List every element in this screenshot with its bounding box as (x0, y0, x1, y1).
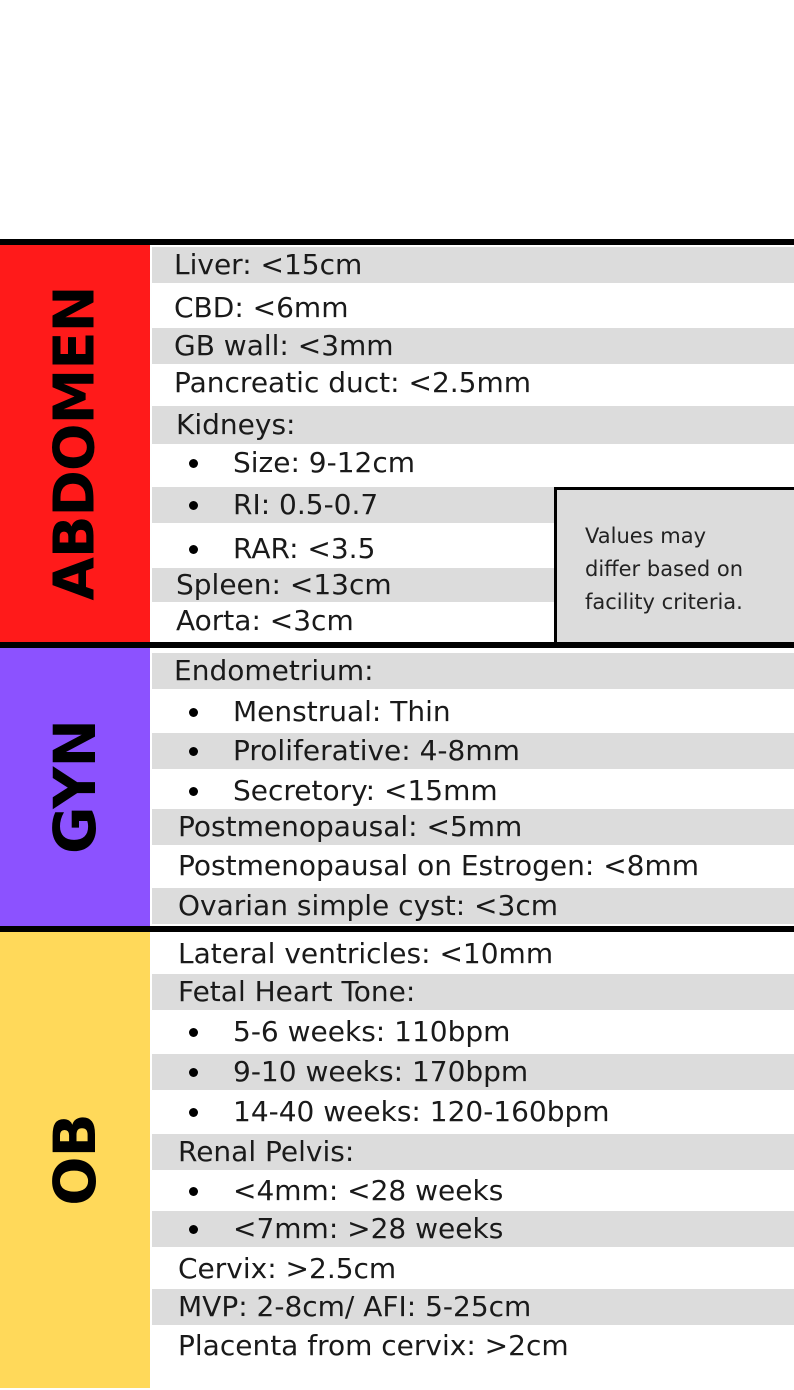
list-item: Renal Pelvis: (152, 1134, 794, 1170)
list-item: Postmenopausal on Estrogen: <8mm (178, 849, 700, 882)
list-item: Liver: <15cm (152, 247, 794, 283)
section-label-abdomen (0, 245, 150, 642)
list-item: Pancreatic duct: <2.5mm (174, 366, 532, 399)
list-item: 5-6 weeks: 110bpm (152, 1012, 794, 1052)
list-item: Endometrium: (152, 653, 794, 689)
note-line: Values may (585, 524, 707, 548)
list-item: RAR: <3.5 (152, 530, 554, 568)
section-label-ob (0, 932, 150, 1388)
list-item: Lateral ventricles: <10mm (178, 937, 554, 970)
list-item: Proliferative: 4-8mm (152, 733, 794, 769)
list-item: Postmenopausal: <5mm (152, 809, 794, 845)
list-item: Spleen: <13cm (152, 568, 554, 602)
list-item: Placenta from cervix: >2cm (178, 1329, 569, 1362)
list-item: Size: 9-12cm (152, 444, 794, 482)
note-line: facility criteria. (585, 590, 743, 614)
list-item: Secretory: <15mm (152, 773, 794, 809)
section-label-gyn (0, 648, 150, 926)
list-item: CBD: <6mm (174, 291, 349, 324)
list-item: RI: 0.5-0.7 (152, 487, 554, 523)
list-item: <4mm: <28 weeks (152, 1172, 794, 1210)
list-item: MVP: 2-8cm/ AFI: 5-25cm (152, 1289, 794, 1325)
list-item: Menstrual: Thin (152, 693, 794, 731)
list-item: Ovarian simple cyst: <3cm (152, 888, 794, 924)
list-item: 9-10 weeks: 170bpm (152, 1054, 794, 1090)
list-item: Kidneys: (152, 406, 794, 444)
list-item: Aorta: <3cm (176, 604, 354, 637)
list-item: Fetal Heart Tone: (152, 974, 794, 1010)
list-item: Cervix: >2.5cm (178, 1252, 397, 1285)
facility-criteria-note (554, 487, 794, 642)
list-item: <7mm: >28 weeks (152, 1211, 794, 1247)
list-item: GB wall: <3mm (152, 328, 794, 364)
note-line: differ based on (585, 557, 744, 581)
list-item: 14-40 weeks: 120-160bpm (152, 1092, 794, 1132)
section-title-ob: OB (40, 1114, 109, 1206)
section-title-abdomen: ABDOMEN (42, 286, 108, 601)
section-title-gyn: GYN (41, 720, 109, 854)
